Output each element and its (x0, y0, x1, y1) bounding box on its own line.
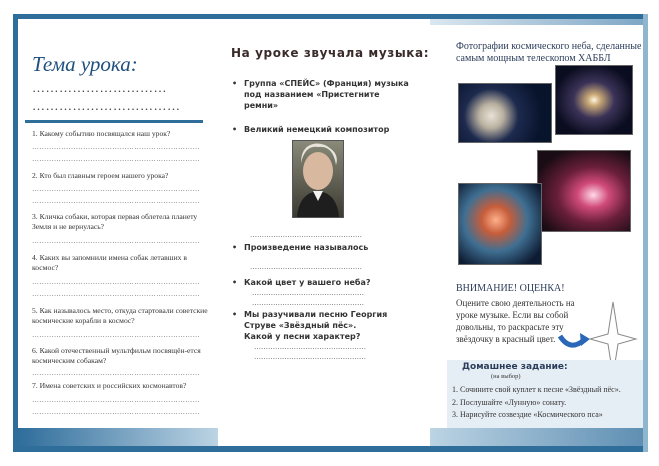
homework-item-3: 3. Нарисуйте созвездие «Космического пса» (452, 410, 603, 419)
music-item-4-text: Какой цвет у вашего неба? (244, 278, 371, 287)
music-section-title: На уроке звучала музыка: (231, 46, 430, 60)
music-item-4 (232, 277, 422, 288)
answer-line: …………………………………………………………… (32, 278, 200, 286)
bullet-icon: • (232, 310, 238, 319)
music-item-5 (232, 309, 422, 331)
frame-right (643, 14, 648, 452)
bullet-icon: • (232, 278, 238, 287)
composer-portrait-image (293, 141, 343, 217)
topic-answer-line-1: ………………………… (32, 80, 167, 95)
lesson-topic-title: Тема урока: (32, 52, 138, 76)
topic-answer-line-2: …………………………… (32, 98, 181, 113)
music-item-2-text: Великий немецкий композитор (244, 125, 390, 134)
answer-line: ………………………………………… (250, 263, 362, 271)
frame-left (13, 14, 18, 452)
frame-bottom-gradient-left (18, 428, 218, 446)
music-item-3 (232, 242, 422, 253)
attention-text: Оцените свою деятельность на уроке музыке. Если вы собой довольны, то раскрасьте эту звёздочку в красный цвет. (456, 298, 575, 344)
space-photo-galaxy (555, 65, 633, 135)
homework-subtitle: (на выбор) (491, 373, 521, 380)
answer-line: …………………………………………………………… (32, 369, 200, 377)
hubble-caption: Фотографии космического неба, сделанные самым мощным телескопом ХАББЛ (456, 41, 642, 64)
space-photo-planet (458, 83, 552, 143)
question-2: 2. Кто был главным героем нашего урока? (32, 171, 169, 180)
frame-bottom-gradient-right (430, 428, 643, 446)
question-7: 7. Имена советских и российских космонавтов? (32, 381, 187, 390)
answer-line: …………………………………………………………… (32, 290, 200, 298)
bullet-icon: • (232, 79, 238, 88)
answer-line: ………………………………………… (254, 343, 366, 351)
music-item-1-text: Группа «СПЕЙС» (Франция) музыка под названием «Пристегните ремни» (244, 79, 409, 110)
answer-line: …………………………………………………………… (32, 331, 200, 339)
composer-portrait (292, 140, 344, 218)
homework-title: Домашнее задание: (462, 362, 568, 372)
music-item-5-question: Какой у песни характер? (244, 332, 361, 341)
answer-line: …………………………………………………………… (32, 408, 200, 416)
answer-line: ………………………………………… (250, 231, 362, 239)
curved-arrow-icon (556, 328, 592, 354)
answer-line: ………………………………………… (254, 353, 366, 361)
answer-line: …………………………………………………………… (32, 237, 200, 245)
question-5: 5. Как называлось место, откуда стартовали советские космические корабли в космос? (32, 306, 208, 325)
space-photo-spiral (537, 150, 631, 232)
answer-line: …………………………………………………………… (32, 396, 200, 404)
left-divider (25, 120, 203, 123)
bullet-icon: • (232, 125, 238, 134)
frame-bottom (13, 446, 648, 452)
answer-line: …………………………………………………………… (32, 155, 200, 163)
homework-list (452, 384, 642, 422)
homework-item-2: 2. Послушайте «Лунную» сонату. (452, 397, 567, 407)
bullet-icon: • (232, 243, 238, 252)
answer-line: …………………………………………………………… (32, 143, 200, 151)
music-item-1 (232, 78, 422, 111)
homework-item-1: 1. Сочините свой куплет к песне «Звёздный пёс». (452, 385, 621, 394)
question-1: 1. Какому событию посвящался наш урок? (32, 129, 171, 138)
attention-title: ВНИМАНИЕ! ОЦЕНКА! (456, 283, 565, 294)
music-item-3-text: Произведение называлось (244, 243, 369, 252)
answer-line: ………………………………………… (252, 289, 364, 297)
question-6: 6. Какой отечественный мультфильм посвящён-ется космическим собакам? (32, 346, 201, 365)
frame-top-gradient (430, 19, 643, 25)
space-photo-nebula (458, 183, 542, 265)
answer-line: …………………………………………………………… (32, 185, 200, 193)
music-item-5-text: Мы разучивали песню Георгия Струве «Звёздный пёс». (244, 310, 388, 330)
music-item-2 (232, 124, 422, 135)
question-4: 4. Каких вы запомнили имена собак летавших в космос? (32, 253, 187, 272)
question-3: 3. Кличка собаки, которая первая облетела планету Земля и не вернулась? (32, 212, 198, 231)
answer-line: …………………………………………………………… (32, 197, 200, 205)
answer-line: ………………………………………… (252, 299, 364, 307)
